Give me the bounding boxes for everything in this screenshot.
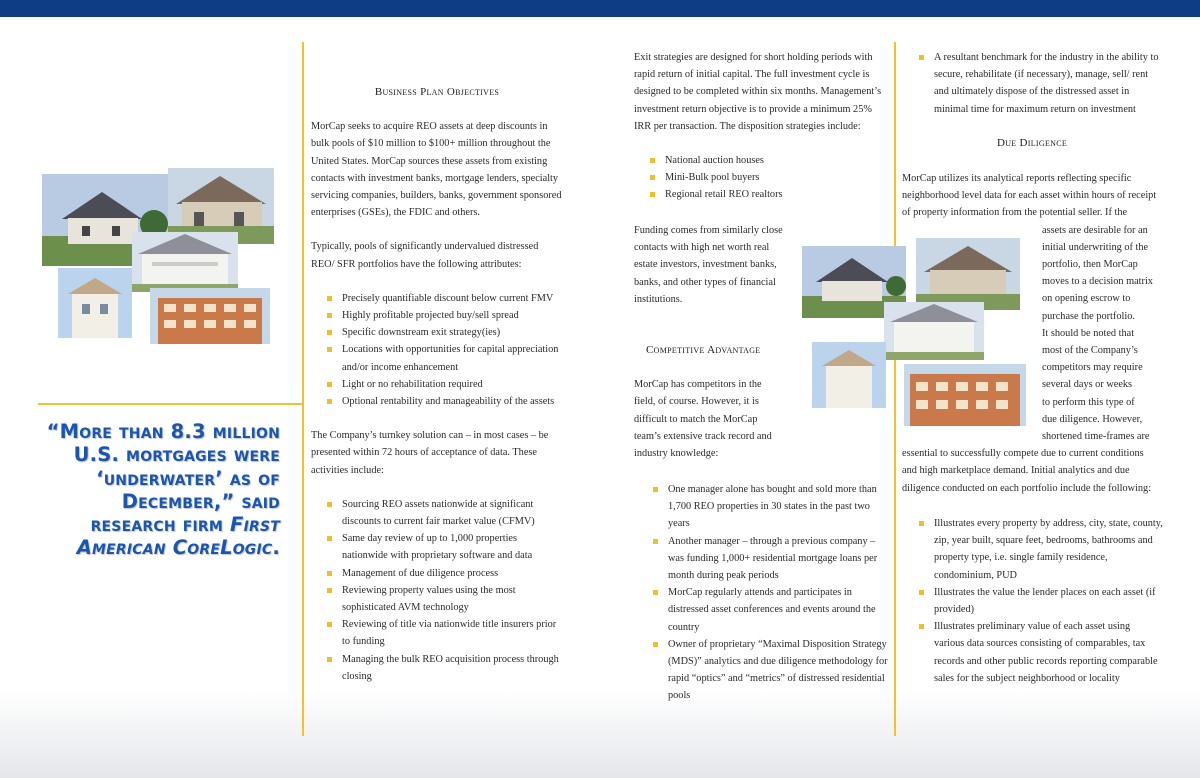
list-item: Illustrates the value the lender places on each asset (if provided) [903, 584, 1163, 618]
business-plan-intro: MorCap seeks to acquire REO assets at deep discounts in bulk pools of $10 million to $100+ million throughout the United States. MorCap sources these assets from existing contacts with investment banks, mortgage lenders, specialty servicing companies, builders, banks, government sponsored enterprises (GSEs), the FDIC and others. [311, 121, 562, 219]
wrapped-lines [1042, 222, 1164, 446]
quote-source: First American CoreLogic [76, 513, 280, 560]
list-item: Light or no rehabilitation required [311, 376, 563, 393]
due-diligence-points [903, 515, 1163, 687]
exit-strategies-column [634, 49, 884, 204]
list-item: Illustrates preliminary value of each asset using various data sources consisting of comparables, tax records and other public records reporting comparable sales for the subject neighborhood or locality [903, 618, 1163, 687]
list-item: Specific downstream exit strategy(ies) [311, 324, 563, 341]
list-item: National auction houses [634, 152, 884, 169]
list-item: One manager alone has bought and sold more than 1,700 REO properties in 30 states in the past two years [637, 481, 893, 533]
competitive-heading: Competitive Advantage [646, 344, 761, 356]
funding-block [634, 222, 784, 308]
list-item: Management of due diligence process [311, 565, 563, 582]
list-item: Mini-Bulk pool buyers [634, 169, 884, 186]
text-line: MorCap utilizes its analytical reports reflecting specific [902, 173, 1132, 184]
pull-quote [30, 420, 280, 560]
text-line: It should be noted that [1042, 327, 1135, 339]
list-item: Owner of proprietary “Maximal Disposition Strategy (MDS)” analytics and due diligence methodology for rapid “optics” and “metrics” of distressed residential pools [637, 636, 893, 705]
list-item: Reviewing of title via nationwide title insurers prior to funding [311, 616, 563, 650]
house-photo [58, 268, 132, 338]
condo-photo [150, 288, 270, 344]
competitive-block [634, 342, 772, 462]
competitive-list [637, 481, 893, 705]
benchmark-list [903, 49, 1163, 118]
text-line: neighborhood level data for each asset within hours of receipt [902, 190, 1157, 202]
due-diligence-heading-block [903, 135, 1161, 152]
strategies-list [634, 152, 884, 204]
house-photo [812, 342, 886, 408]
list-item: Reviewing property values using the most sophisticated AVM technology [311, 582, 563, 616]
quote-end: . [272, 536, 280, 560]
text-line: diligence conducted on each portfolio include the following: [902, 482, 1152, 494]
competitive-points [637, 481, 893, 705]
turnkey-paragraph: The Company’s turnkey solution can – in most cases – be presented within 72 hours of acceptance of data. These activities include: [311, 430, 549, 476]
house-collage-left [40, 168, 280, 378]
text-line: most of the Company’s [1042, 345, 1138, 357]
due-diligence-body [902, 170, 1164, 497]
text-line: shortened time-frames are [1042, 431, 1150, 443]
list-item: A resultant benchmark for the industry in the ability to secure, rehabilitate (if necessary), manage, sell/ rent and ultimately dispose of the distressed asset in minimal time for maximum return on investment [903, 49, 1163, 118]
list-item: Another manager – through a previous company – was funding 1,000+ residential mortgage loans per month during peak periods [637, 533, 893, 585]
text-line: assets are desirable for an [1042, 224, 1148, 236]
list-item: Regional retail REO realtors [634, 186, 884, 203]
due-diligence-list [903, 515, 1163, 687]
text-line: essential to successfully compete due to current conditions [902, 448, 1144, 460]
list-item: MorCap regularly attends and participates in distressed asset conferences and events around the country [637, 584, 893, 636]
list-item: Sourcing REO assets nationwide at significant discounts to current fair market value (CFMV) [311, 496, 563, 530]
quote-text: “More than 8.3 million U.S. mortgages were ‘underwater’ as of December,” said research firm [46, 420, 280, 537]
text-line: purchase the portfolio. [1042, 310, 1135, 322]
text-line: competitors may require [1042, 362, 1143, 374]
text-line: of property information from the potential seller. If the [902, 207, 1128, 219]
list-item: Same day review of up to 1,000 properties nationwide with proprietary software and data [311, 530, 563, 564]
due-diligence-heading: Due Diligence [996, 137, 1068, 149]
text-line: to perform this type of [1042, 396, 1135, 408]
business-plan-heading: Business Plan Objectives [374, 86, 500, 98]
list-item: Locations with opportunities for capital appreciation and/or income enhancement [311, 341, 563, 375]
activities-list [311, 496, 563, 685]
attributes-list [311, 290, 563, 410]
text-line: several days or weeks [1042, 379, 1133, 391]
benchmark-block [903, 49, 1163, 118]
text-line: initial underwriting of the [1042, 241, 1149, 253]
text-line: portfolio, then MorCap [1042, 259, 1138, 271]
text-line: and high marketplace demand. Initial analytics and due [902, 465, 1130, 477]
exit-strategies-paragraph: Exit strategies are designed for short holding periods with rapid return of initial capital. The full investment cycle is designed to be completed within six months. Management’s investment return objective is to provide a minimum 25% IRR per transaction. The disposition strategies include: [634, 52, 882, 132]
funding-paragraph: Funding comes from similarly close contacts with high net worth real estate investors, investment banks, banks, and other types of financial institutions. [634, 225, 783, 305]
business-plan-column [311, 84, 563, 685]
text-line: moves to a decision matrix [1042, 276, 1153, 288]
list-item: Highly profitable projected buy/sell spread [311, 307, 563, 324]
list-item: Precisely quantifiable discount below current FMV [311, 290, 563, 307]
list-item: Managing the bulk REO acquisition process through closing [311, 651, 563, 685]
left-divider [302, 42, 304, 736]
house-photo [132, 232, 238, 292]
list-item: Illustrates every property by address, city, state, county, zip, year built, square feet, bedrooms, bathrooms and property type, i.e. single family residence, condominium, PUD [903, 515, 1163, 584]
pool-attributes-intro: Typically, pools of significantly undervalued distressed REO/ SFR portfolios have the following attributes: [311, 241, 539, 270]
competitive-paragraph: MorCap has competitors in the field, of course. However, it is difficult to match the MorCap team’s extensive track record and industry knowledge: [634, 379, 772, 460]
text-line: due diligence. However, [1042, 413, 1143, 425]
quote-divider [38, 403, 302, 405]
top-banner [0, 0, 1200, 17]
list-item: Optional rentability and manageability of the assets [311, 393, 563, 410]
text-line: on opening escrow to [1042, 293, 1131, 305]
